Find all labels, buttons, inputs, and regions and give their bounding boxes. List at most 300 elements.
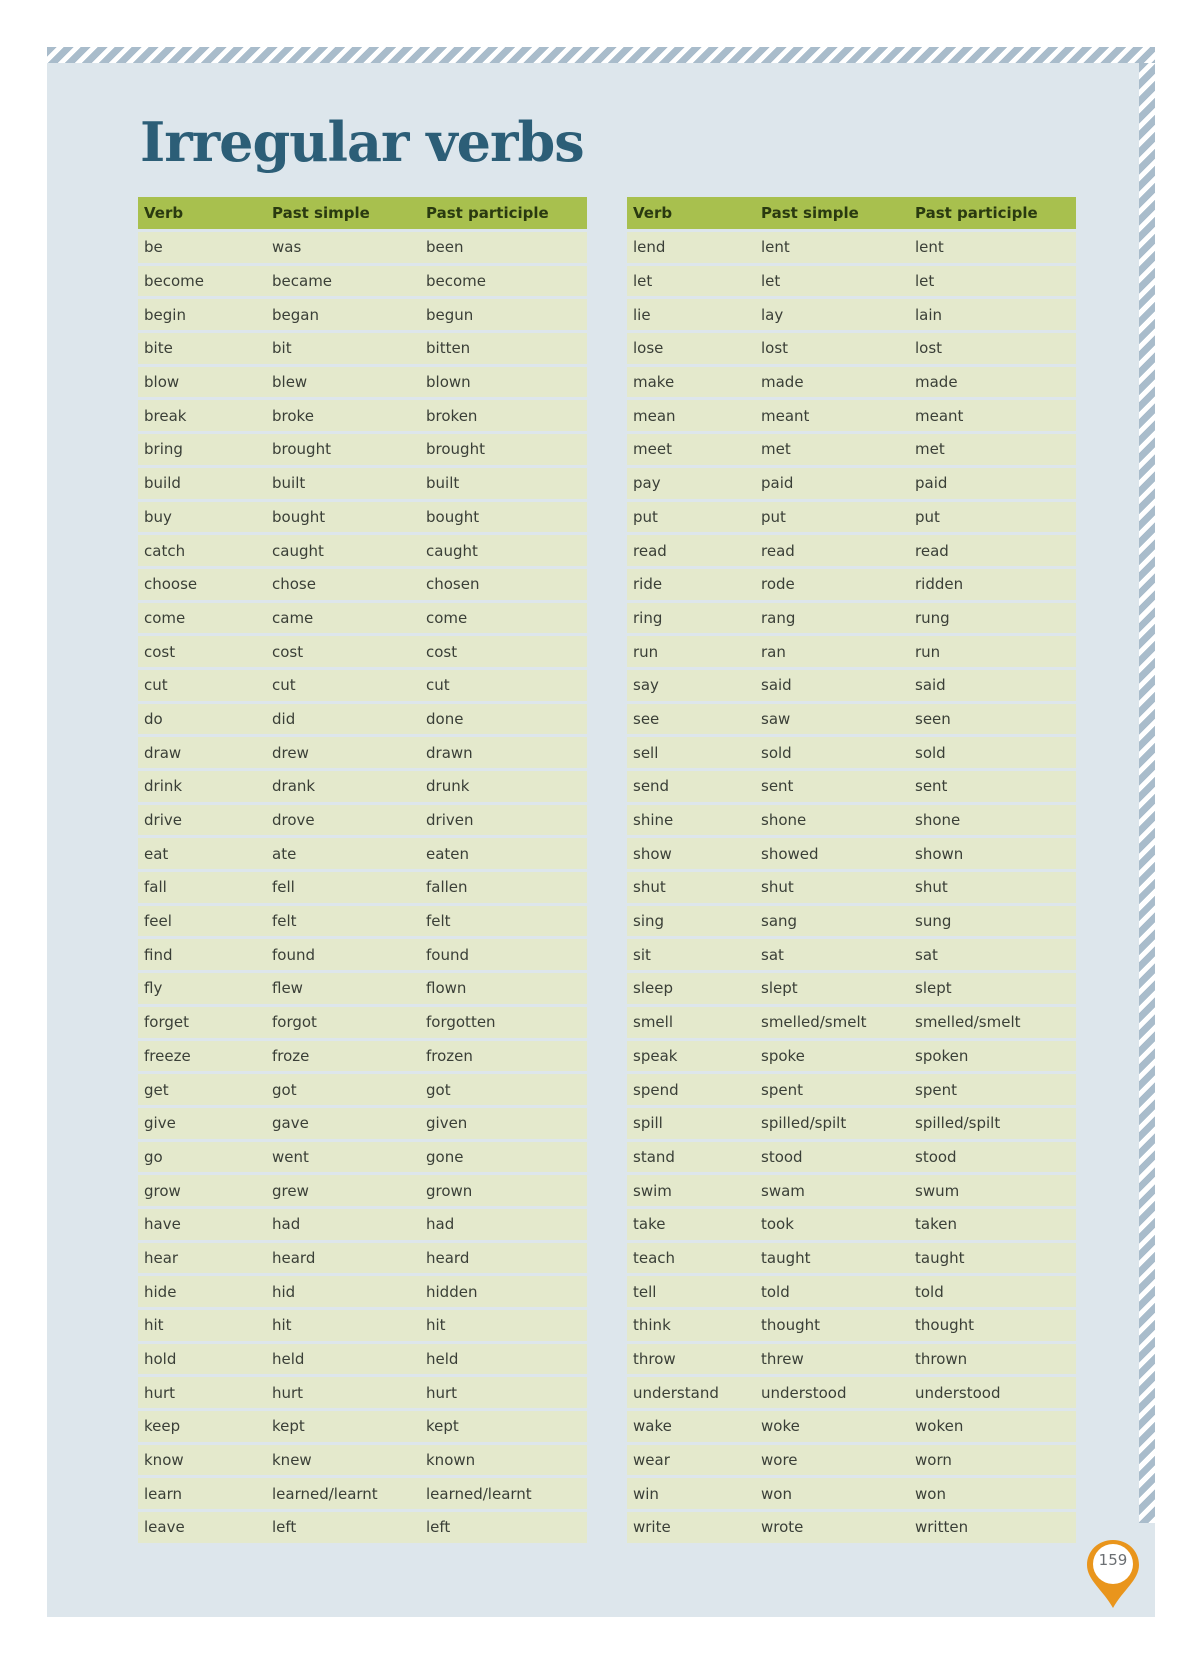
verb-cell: lie (627, 299, 755, 330)
past-simple-cell: chose (266, 569, 420, 600)
past-participle-cell: taught (909, 1243, 1076, 1274)
table-row (138, 838, 587, 869)
table-row (627, 232, 1076, 263)
past-simple-cell: drank (266, 771, 420, 802)
table-row (138, 569, 587, 600)
table-row (627, 636, 1076, 667)
past-participle-cell: taken (909, 1209, 1076, 1240)
table-row (138, 1310, 587, 1341)
past-participle-cell: heard (420, 1243, 587, 1274)
verbs-table-left (138, 194, 587, 1546)
table-row (627, 906, 1076, 937)
past-participle-cell: thrown (909, 1344, 1076, 1375)
past-simple-cell: got (266, 1074, 420, 1105)
past-simple-cell: sat (755, 939, 909, 970)
verb-cell: buy (138, 502, 266, 533)
verb-cell: learn (138, 1478, 266, 1509)
table-row (138, 232, 587, 263)
past-participle-cell: written (909, 1512, 1076, 1543)
past-simple-cell: learned/learnt (266, 1478, 420, 1509)
verb-cell: run (627, 636, 755, 667)
past-simple-cell: left (266, 1512, 420, 1543)
verb-cell: lose (627, 333, 755, 364)
past-simple-cell: caught (266, 535, 420, 566)
verb-cell: wake (627, 1411, 755, 1442)
verb-cell: find (138, 939, 266, 970)
table-header-row (627, 197, 1076, 229)
verb-cell: shine (627, 805, 755, 836)
table-row (138, 1478, 587, 1509)
past-simple-cell: began (266, 299, 420, 330)
past-simple-cell: meant (755, 400, 909, 431)
verb-cell: ring (627, 603, 755, 634)
verb-cell: have (138, 1209, 266, 1240)
past-participle-cell: sat (909, 939, 1076, 970)
verb-cell: show (627, 838, 755, 869)
past-participle-cell: broken (420, 400, 587, 431)
table-row (627, 1377, 1076, 1408)
table-row (627, 1074, 1076, 1105)
verb-cell: grow (138, 1175, 266, 1206)
table-row (627, 1276, 1076, 1307)
past-simple-cell: stood (755, 1142, 909, 1173)
table-row (627, 502, 1076, 533)
past-participle-cell: understood (909, 1377, 1076, 1408)
table-row (138, 1377, 587, 1408)
verb-cell: throw (627, 1344, 755, 1375)
past-simple-cell: broke (266, 400, 420, 431)
past-participle-cell: woken (909, 1411, 1076, 1442)
table-row (138, 1445, 587, 1476)
past-participle-cell: eaten (420, 838, 587, 869)
past-participle-cell: bitten (420, 333, 587, 364)
past-participle-cell: brought (420, 434, 587, 465)
past-participle-cell: sung (909, 906, 1076, 937)
verb-cell: drink (138, 771, 266, 802)
past-participle-cell: made (909, 367, 1076, 398)
past-participle-cell: said (909, 670, 1076, 701)
verb-cell: win (627, 1478, 755, 1509)
table-row (138, 939, 587, 970)
past-simple-cell: hurt (266, 1377, 420, 1408)
past-simple-cell: thought (755, 1310, 909, 1341)
verb-cell: put (627, 502, 755, 533)
past-participle-cell: lent (909, 232, 1076, 263)
verb-cell: mean (627, 400, 755, 431)
table-row (627, 603, 1076, 634)
table-row (138, 1175, 587, 1206)
verb-cell: send (627, 771, 755, 802)
past-participle-cell: had (420, 1209, 587, 1240)
table-row (138, 367, 587, 398)
verb-cell: bite (138, 333, 266, 364)
past-simple-cell: ran (755, 636, 909, 667)
verb-cell: be (138, 232, 266, 263)
past-simple-cell: lost (755, 333, 909, 364)
past-participle-cell: swum (909, 1175, 1076, 1206)
past-simple-cell: flew (266, 973, 420, 1004)
verb-cell: spill (627, 1108, 755, 1139)
past-participle-cell: meant (909, 400, 1076, 431)
table-row (627, 299, 1076, 330)
verb-cell: sit (627, 939, 755, 970)
past-simple-cell: sold (755, 737, 909, 768)
past-participle-cell: let (909, 266, 1076, 297)
past-simple-cell: gave (266, 1108, 420, 1139)
past-participle-cell: forgotten (420, 1007, 587, 1038)
verbs-table-right-body (627, 232, 1076, 1543)
past-simple-cell: blew (266, 367, 420, 398)
right-stripe-border (1139, 63, 1155, 1523)
past-simple-cell: sang (755, 906, 909, 937)
past-simple-cell: hid (266, 1276, 420, 1307)
table-row (138, 636, 587, 667)
past-participle-cell: seen (909, 704, 1076, 735)
verb-cell: fall (138, 872, 266, 903)
past-participle-cell: come (420, 603, 587, 634)
top-stripe-border (47, 47, 1155, 63)
past-simple-cell: held (266, 1344, 420, 1375)
verb-cell: drive (138, 805, 266, 836)
past-participle-cell: cut (420, 670, 587, 701)
table-row (627, 1411, 1076, 1442)
past-participle-cell: hurt (420, 1377, 587, 1408)
past-simple-cell: let (755, 266, 909, 297)
past-participle-cell: lain (909, 299, 1076, 330)
table-row (627, 468, 1076, 499)
past-participle-cell: ridden (909, 569, 1076, 600)
table-row (627, 1041, 1076, 1072)
past-participle-cell: smelled/smelt (909, 1007, 1076, 1038)
past-participle-cell: stood (909, 1142, 1076, 1173)
verb-cell: leave (138, 1512, 266, 1543)
verb-cell: draw (138, 737, 266, 768)
past-participle-cell: chosen (420, 569, 587, 600)
past-participle-cell: rung (909, 603, 1076, 634)
past-simple-cell: ate (266, 838, 420, 869)
past-simple-cell: rode (755, 569, 909, 600)
past-participle-cell: lost (909, 333, 1076, 364)
past-participle-cell: shone (909, 805, 1076, 836)
verb-cell: make (627, 367, 755, 398)
table-row (138, 1007, 587, 1038)
verb-cell: read (627, 535, 755, 566)
verb-cell: smell (627, 1007, 755, 1038)
past-simple-cell: went (266, 1142, 420, 1173)
past-participle-cell: met (909, 434, 1076, 465)
past-participle-cell: caught (420, 535, 587, 566)
verb-cell: hurt (138, 1377, 266, 1408)
verb-cell: hold (138, 1344, 266, 1375)
verb-cell: tell (627, 1276, 755, 1307)
header-past-simple: Past simple (266, 197, 420, 229)
past-participle-cell: told (909, 1276, 1076, 1307)
table-row (138, 737, 587, 768)
table-row (138, 872, 587, 903)
past-simple-cell: spilled/spilt (755, 1108, 909, 1139)
verb-cell: sell (627, 737, 755, 768)
past-participle-cell: spilled/spilt (909, 1108, 1076, 1139)
past-simple-cell: drove (266, 805, 420, 836)
table-row (138, 1074, 587, 1105)
past-simple-cell: rang (755, 603, 909, 634)
past-simple-cell: kept (266, 1411, 420, 1442)
verb-cell: shut (627, 872, 755, 903)
verb-cell: eat (138, 838, 266, 869)
past-participle-cell: begun (420, 299, 587, 330)
verb-cell: bring (138, 434, 266, 465)
verb-cell: get (138, 1074, 266, 1105)
past-simple-cell: cut (266, 670, 420, 701)
verbs-table-left-body (138, 232, 587, 1543)
verb-cell: hit (138, 1310, 266, 1341)
verb-cell: go (138, 1142, 266, 1173)
table-row (138, 1276, 587, 1307)
page-number: 159 (1098, 1551, 1128, 1569)
table-row (138, 400, 587, 431)
table-row (138, 1344, 587, 1375)
past-participle-cell: slept (909, 973, 1076, 1004)
table-row (627, 973, 1076, 1004)
past-participle-cell: held (420, 1344, 587, 1375)
past-participle-cell: learned/learnt (420, 1478, 587, 1509)
past-simple-cell: spoke (755, 1041, 909, 1072)
verbs-table-right (627, 194, 1076, 1546)
table-row (138, 1512, 587, 1543)
table-row (138, 535, 587, 566)
past-simple-cell: read (755, 535, 909, 566)
past-simple-cell: wrote (755, 1512, 909, 1543)
table-row (138, 1142, 587, 1173)
table-row (138, 1209, 587, 1240)
past-simple-cell: bought (266, 502, 420, 533)
verb-cell: understand (627, 1377, 755, 1408)
past-simple-cell: showed (755, 838, 909, 869)
table-row (627, 805, 1076, 836)
verb-cell: sing (627, 906, 755, 937)
verb-cell: stand (627, 1142, 755, 1173)
verb-cell: sleep (627, 973, 755, 1004)
table-row (138, 468, 587, 499)
table-row (138, 1243, 587, 1274)
table-row (138, 299, 587, 330)
verb-cell: ride (627, 569, 755, 600)
verb-cell: freeze (138, 1041, 266, 1072)
verb-cell: say (627, 670, 755, 701)
table-row (627, 737, 1076, 768)
past-participle-cell: read (909, 535, 1076, 566)
past-participle-cell: sold (909, 737, 1076, 768)
header-verb: Verb (138, 197, 266, 229)
past-simple-cell: built (266, 468, 420, 499)
table-header-row (138, 197, 587, 229)
verb-cell: pay (627, 468, 755, 499)
past-simple-cell: forgot (266, 1007, 420, 1038)
verb-cell: hear (138, 1243, 266, 1274)
past-participle-cell: paid (909, 468, 1076, 499)
table-row (627, 1175, 1076, 1206)
verb-cell: lend (627, 232, 755, 263)
table-row (627, 1512, 1076, 1543)
verb-cell: speak (627, 1041, 755, 1072)
past-simple-cell: froze (266, 1041, 420, 1072)
past-participle-cell: drunk (420, 771, 587, 802)
past-simple-cell: felt (266, 906, 420, 937)
past-simple-cell: made (755, 367, 909, 398)
past-simple-cell: drew (266, 737, 420, 768)
past-simple-cell: brought (266, 434, 420, 465)
verb-cell: cut (138, 670, 266, 701)
table-row (627, 771, 1076, 802)
verb-cell: think (627, 1310, 755, 1341)
table-row (138, 906, 587, 937)
table-row (138, 805, 587, 836)
table-row (627, 704, 1076, 735)
past-simple-cell: shut (755, 872, 909, 903)
verb-cell: teach (627, 1243, 755, 1274)
table-row (627, 1209, 1076, 1240)
past-simple-cell: taught (755, 1243, 909, 1274)
table-row (627, 1142, 1076, 1173)
table-row (627, 1007, 1076, 1038)
past-participle-cell: shown (909, 838, 1076, 869)
table-row (627, 333, 1076, 364)
verb-cell: choose (138, 569, 266, 600)
past-participle-cell: gone (420, 1142, 587, 1173)
past-participle-cell: fallen (420, 872, 587, 903)
table-row (627, 367, 1076, 398)
past-simple-cell: won (755, 1478, 909, 1509)
past-participle-cell: been (420, 232, 587, 263)
table-row (627, 400, 1076, 431)
table-row (138, 1041, 587, 1072)
past-participle-cell: found (420, 939, 587, 970)
table-row (627, 1445, 1076, 1476)
past-simple-cell: shone (755, 805, 909, 836)
table-row (138, 1108, 587, 1139)
past-simple-cell: paid (755, 468, 909, 499)
past-participle-cell: given (420, 1108, 587, 1139)
past-simple-cell: became (266, 266, 420, 297)
past-participle-cell: won (909, 1478, 1076, 1509)
verb-cell: come (138, 603, 266, 634)
header-past-simple: Past simple (755, 197, 909, 229)
past-participle-cell: left (420, 1512, 587, 1543)
past-participle-cell: known (420, 1445, 587, 1476)
table-row (138, 603, 587, 634)
verb-cell: hide (138, 1276, 266, 1307)
past-participle-cell: driven (420, 805, 587, 836)
past-simple-cell: took (755, 1209, 909, 1240)
table-row (138, 434, 587, 465)
past-participle-cell: flown (420, 973, 587, 1004)
verb-cell: cost (138, 636, 266, 667)
page-title: Irregular verbs (140, 110, 584, 174)
past-simple-cell: lent (755, 232, 909, 263)
table-row (627, 1344, 1076, 1375)
past-simple-cell: knew (266, 1445, 420, 1476)
verb-cell: take (627, 1209, 755, 1240)
past-simple-cell: woke (755, 1411, 909, 1442)
table-row (138, 771, 587, 802)
verb-cell: know (138, 1445, 266, 1476)
past-simple-cell: saw (755, 704, 909, 735)
past-participle-cell: bought (420, 502, 587, 533)
past-participle-cell: grown (420, 1175, 587, 1206)
past-participle-cell: drawn (420, 737, 587, 768)
past-participle-cell: felt (420, 906, 587, 937)
past-simple-cell: met (755, 434, 909, 465)
past-simple-cell: told (755, 1276, 909, 1307)
table-row (627, 1310, 1076, 1341)
verb-cell: become (138, 266, 266, 297)
past-simple-cell: put (755, 502, 909, 533)
past-participle-cell: spoken (909, 1041, 1076, 1072)
table-row (627, 266, 1076, 297)
table-row (627, 569, 1076, 600)
past-simple-cell: was (266, 232, 420, 263)
table-row (627, 670, 1076, 701)
verb-cell: see (627, 704, 755, 735)
table-row (138, 704, 587, 735)
past-simple-cell: spent (755, 1074, 909, 1105)
table-row (138, 973, 587, 1004)
page-marker-icon (1085, 1538, 1141, 1610)
verb-cell: fly (138, 973, 266, 1004)
verb-cell: swim (627, 1175, 755, 1206)
past-participle-cell: blown (420, 367, 587, 398)
verb-cell: do (138, 704, 266, 735)
table-row (138, 1411, 587, 1442)
header-verb: Verb (627, 197, 755, 229)
past-simple-cell: lay (755, 299, 909, 330)
past-simple-cell: did (266, 704, 420, 735)
past-simple-cell: had (266, 1209, 420, 1240)
past-simple-cell: wore (755, 1445, 909, 1476)
verb-cell: write (627, 1512, 755, 1543)
verb-cell: begin (138, 299, 266, 330)
past-participle-cell: become (420, 266, 587, 297)
table-row (627, 434, 1076, 465)
verb-cell: break (138, 400, 266, 431)
table-row (627, 1243, 1076, 1274)
table-row (138, 502, 587, 533)
past-participle-cell: worn (909, 1445, 1076, 1476)
past-participle-cell: sent (909, 771, 1076, 802)
past-participle-cell: spent (909, 1074, 1076, 1105)
past-participle-cell: put (909, 502, 1076, 533)
past-participle-cell: run (909, 636, 1076, 667)
past-simple-cell: hit (266, 1310, 420, 1341)
header-past-participle: Past participle (909, 197, 1076, 229)
past-simple-cell: smelled/smelt (755, 1007, 909, 1038)
table-row (138, 670, 587, 701)
table-row (627, 535, 1076, 566)
past-simple-cell: swam (755, 1175, 909, 1206)
table-row (627, 838, 1076, 869)
past-participle-cell: done (420, 704, 587, 735)
past-participle-cell: kept (420, 1411, 587, 1442)
past-participle-cell: got (420, 1074, 587, 1105)
past-participle-cell: hidden (420, 1276, 587, 1307)
verb-cell: keep (138, 1411, 266, 1442)
past-simple-cell: slept (755, 973, 909, 1004)
past-participle-cell: hit (420, 1310, 587, 1341)
past-simple-cell: found (266, 939, 420, 970)
verb-cell: forget (138, 1007, 266, 1038)
past-simple-cell: bit (266, 333, 420, 364)
header-past-participle: Past participle (420, 197, 587, 229)
